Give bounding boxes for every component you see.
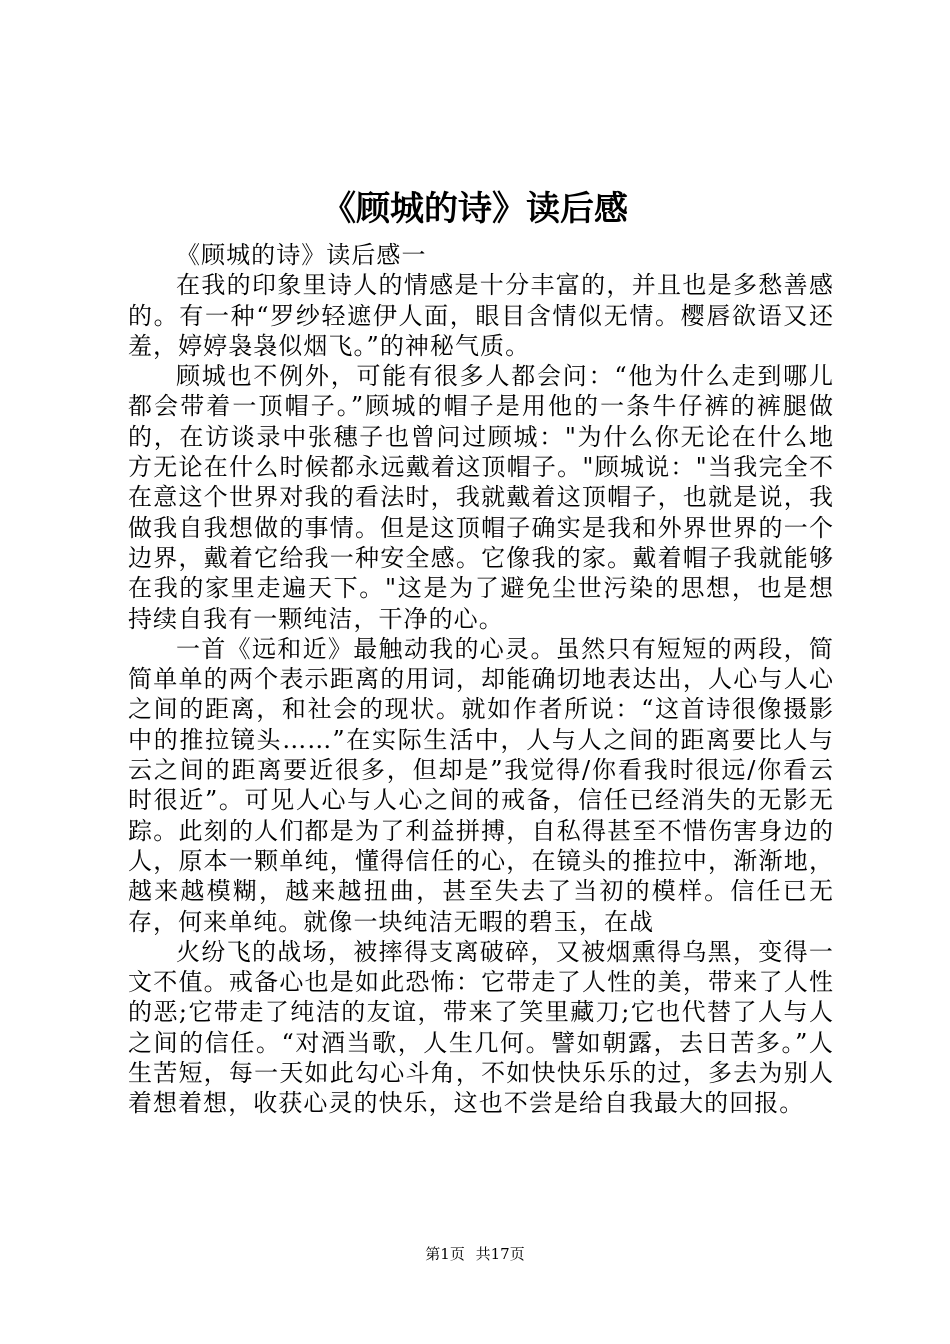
paragraph-hat: 顾城也不例外，可能有很多人都会问：“他为什么走到哪儿都会带着一顶帽子。”顾城的帽子是用他的一条牛仔裤的裤腿做的，在访谈录中张穗子也曾问过顾城："为什么你无论在什么地方无论在什么时候都永远戴着这顶帽子。"顾城说："当我完全不在意这个世界对我的看法时，我就戴着这顶帽子，也就是说，我做我自我想做的事情。但是这顶帽子确实是我和外界世界的一个边界，戴着它给我一种安全感。它像我的家。戴着帽子我就能够在我的家里走遍天下。"这是为了避免尘世污染的思想，也是想持续自我有一颗纯洁，干净的心。 bbox=[128, 362, 834, 633]
document-title: 《顾城的诗》读后感 bbox=[322, 189, 628, 229]
section-heading: 《顾城的诗》读后感一 bbox=[176, 241, 427, 269]
paragraph-intro: 在我的印象里诗人的情感是十分丰富的，并且也是多愁善感的。有一种“罗纱轻遮伊人面，眼目含情似无情。樱唇欲语又还羞，婷婷袅袅似烟飞。”的神秘气质。 bbox=[128, 271, 834, 360]
page-footer: 第1页 共17页 bbox=[425, 1245, 525, 1263]
document-body bbox=[128, 240, 834, 1119]
paragraph-conclusion: 火纷飞的战场，被摔得支离破碎，又被烟熏得乌黑，变得一文不值。戒备心也是如此恐怖：它带走了人性的美，带来了人性的恶;它带走了纯洁的友谊，带来了笑里藏刀;它也代替了人与人之间的信任。“对酒当歌，人生几何。譬如朝露，去日苦多。”人生苦短，每一天如此勾心斗角，不如快快乐乐的过，多去为别人着想着想，收获心灵的快乐，这也不尝是给自我最大的回报。 bbox=[128, 937, 834, 1118]
paragraph-far-and-near: 一首《远和近》最触动我的心灵。虽然只有短短的两段，简简单单的两个表示距离的用词，却能确切地表达出，人心与人心之间的距离，和社会的现状。就如作者所说：“这首诗很像摄影中的推拉镜头……”在实际生活中，人与人之间的距离要比人与云之间的距离要近很多，但却是”我觉得/你看我时很远/你看云时很近”。可见人心与人心之间的戒备，信任已经消失的无影无踪。此刻的人们都是为了利益拼搏，自私得甚至不惜伤害身边的人，原本一颗单纯，懂得信任的心，在镜头的推拉中，渐渐地，越来越模糊，越来越扭曲，甚至失去了当初的模样。信任已无存，何来单纯。就像一块纯洁无暇的碧玉，在战 bbox=[128, 634, 834, 936]
